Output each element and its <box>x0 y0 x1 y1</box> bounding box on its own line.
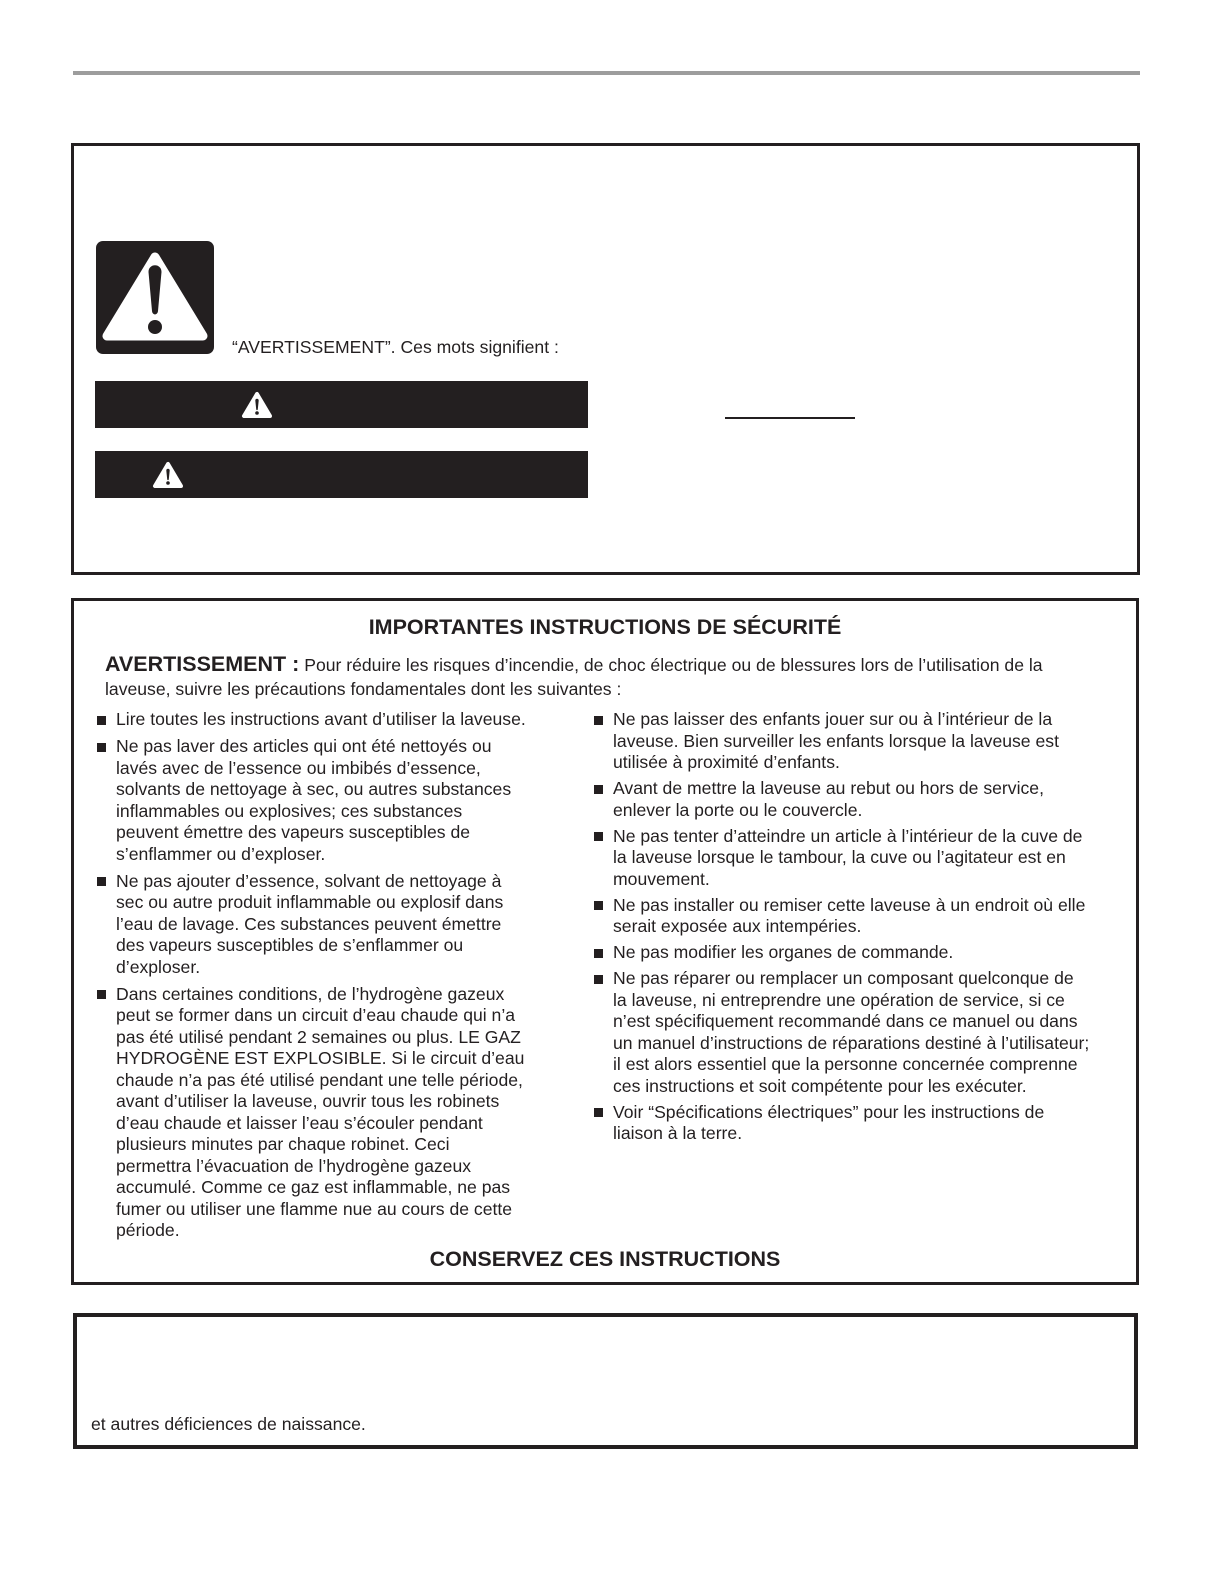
bullet-item <box>594 968 1089 1097</box>
bullet-text-line: il est alors essentiel que la personne concernée comprenne <box>613 1054 1078 1074</box>
warning-triangle-icon <box>96 241 214 354</box>
bullet-item <box>97 736 526 865</box>
bullet-text-line: liaison à la terre. <box>613 1123 743 1143</box>
bullet-text-line: peut se former dans un circuit d’eau chaude qui n’a <box>116 1005 516 1025</box>
bullet-text-line: des vapeurs susceptibles de s’enflammer ou <box>116 935 464 955</box>
bullet-square-icon <box>594 975 603 984</box>
safety-instructions-box <box>71 598 1139 1285</box>
bullet-text-line: pas été utilisé pendant 2 semaines ou plus. LE GAZ <box>116 1026 521 1047</box>
bullet-text-line: HYDROGÈNE EST EXPLOSIBLE. Si le circuit d’eau <box>116 1048 525 1068</box>
bullet-square-icon <box>594 785 603 794</box>
bullet-square-icon <box>594 901 603 910</box>
signal-words-intro: “AVERTISSEMENT”. Ces mots signifient : <box>232 337 559 357</box>
warning-triangle-icon <box>152 460 184 490</box>
bullet-text-line: Ne pas installer ou remiser cette laveuse à un endroit où elle <box>613 894 1086 915</box>
bullet-text-line: Lire toutes les instructions avant d’utiliser la laveuse. <box>116 709 526 729</box>
bullet-text-line: peuvent émettre des vapeurs susceptibles de <box>116 822 471 842</box>
bullet-text-line: inflammables ou explosives; ces substances <box>116 800 463 821</box>
bullet-text-line: enlever la porte ou le couvercle. <box>613 799 863 820</box>
bullet-square-icon <box>594 716 603 725</box>
bullet-text-line: période. <box>116 1220 180 1240</box>
bullet-item <box>594 778 1089 821</box>
warning-triangle-icon <box>241 390 273 420</box>
instructions-right-column <box>594 709 1089 1145</box>
safety-title: IMPORTANTES INSTRUCTIONS DE SÉCURITÉ <box>368 615 842 639</box>
signal-bar-1 <box>95 381 588 428</box>
bullet-text-line: Avant de mettre la laveuse au rebut ou hors de service, <box>613 778 1044 798</box>
warning-intro <box>105 652 1043 701</box>
bullet-item <box>594 895 1089 938</box>
save-instructions-footer: CONSERVEZ CES INSTRUCTIONS <box>429 1247 781 1271</box>
bullet-square-icon <box>594 832 603 841</box>
bullet-text-line: Ne pas ajouter d’essence, solvant de nettoyage à <box>116 870 502 891</box>
signal-words-box <box>71 143 1140 575</box>
blank-underline <box>725 417 855 419</box>
bullet-item <box>594 942 1089 964</box>
notice-text: et autres déficiences de naissance. <box>91 1414 366 1434</box>
bullet-square-icon <box>97 716 106 725</box>
bullet-text-line: Voir “Spécifications électriques” pour les instructions de <box>613 1101 1045 1122</box>
bullet-square-icon <box>594 1108 603 1117</box>
bullet-item <box>594 826 1089 891</box>
bullet-text-line: serait exposée aux intempéries. <box>613 916 862 936</box>
bullet-text-line: plusieurs minutes par chaque robinet. Ceci <box>116 1134 450 1154</box>
bullet-text-line: sec ou autre produit inflammable ou explosif dans <box>116 892 504 912</box>
bullet-text-line: ces instructions et soit compétente pour les exécuter. <box>613 1075 1027 1096</box>
bullet-item <box>97 984 526 1242</box>
warning-intro-line: laveuse, suivre les précautions fondamentales dont les suivantes : <box>105 679 622 699</box>
bullet-square-icon <box>97 743 106 752</box>
bullet-item <box>97 709 526 731</box>
bullet-text-line: mouvement. <box>613 868 710 889</box>
bullet-item <box>97 871 526 979</box>
notice-box <box>73 1313 1138 1449</box>
bullet-text-line: la laveuse lorsque le tambour, la cuve ou l’agitateur est en <box>613 847 1066 867</box>
bullet-text-line: lavés avec de l’essence ou imbibés d’essence, <box>116 757 481 778</box>
bullet-text-line: d’exploser. <box>116 956 201 977</box>
instructions-left-column <box>97 709 526 1242</box>
bullet-item <box>594 1102 1089 1145</box>
warning-intro-line <box>105 652 1043 677</box>
bullet-square-icon <box>97 877 106 886</box>
bullet-text-line: d’eau chaude et laisser l’eau s’écouler pendant <box>116 1112 483 1133</box>
bullet-text-line: n’est spécifiquement recommandé dans ce manuel ou dans <box>613 1011 1078 1031</box>
bullet-text-line: Ne pas tenter d’atteindre un article à l’intérieur de la cuve de <box>613 825 1083 846</box>
bullet-text-line: Dans certaines conditions, de l’hydrogène gazeux <box>116 983 505 1004</box>
bullet-text-line: l’eau de lavage. Ces substances peuvent émettre <box>116 913 502 934</box>
warning-label: AVERTISSEMENT : <box>105 652 300 676</box>
signal-bar-2 <box>95 451 588 498</box>
bullet-item <box>594 709 1089 774</box>
warning-intro-text: Pour réduire les risques d’incendie, de choc électrique ou de blessures lors de l’utilisation de la <box>304 655 1043 675</box>
bullet-text-line: fumer ou utiliser une flamme nue au cours de cette <box>116 1198 513 1219</box>
bullet-text-line: permettra l’évacuation de l’hydrogène gazeux <box>116 1155 472 1176</box>
bullet-text-line: Ne pas modifier les organes de commande. <box>613 942 954 962</box>
bullet-text-line: un manuel d’instructions de réparations destiné à l’utilisateur; <box>613 1032 1090 1053</box>
bullet-text-line: solvants de nettoyage à sec, ou autres substances <box>116 779 512 799</box>
bullet-text-line: avant d’utiliser la laveuse, ouvrir tous les robinets <box>116 1091 500 1111</box>
bullet-text-line: Ne pas laisser des enfants jouer sur ou à l’intérieur de la <box>613 709 1053 729</box>
bullet-text-line: laveuse. Bien surveiller les enfants lorsque la laveuse est <box>613 730 1059 751</box>
header-rule <box>73 71 1140 75</box>
bullet-text-line: accumulé. Comme ce gaz est inflammable, ne pas <box>116 1177 511 1197</box>
bullet-text-line: Ne pas réparer ou remplacer un composant quelconque de <box>613 968 1074 988</box>
bullet-text-line: s’enflammer ou d’exploser. <box>116 843 326 864</box>
bullet-square-icon <box>97 990 106 999</box>
bullet-text-line: utilisée à proximité d’enfants. <box>613 752 840 772</box>
bullet-text-line: la laveuse, ni entreprendre une opération de service, si ce <box>613 989 1065 1010</box>
bullet-text-line: chaude n’a pas été utilisé pendant une telle période, <box>116 1069 523 1090</box>
bullet-text-line: Ne pas laver des articles qui ont été nettoyés ou <box>116 736 492 756</box>
bullet-square-icon <box>594 949 603 958</box>
